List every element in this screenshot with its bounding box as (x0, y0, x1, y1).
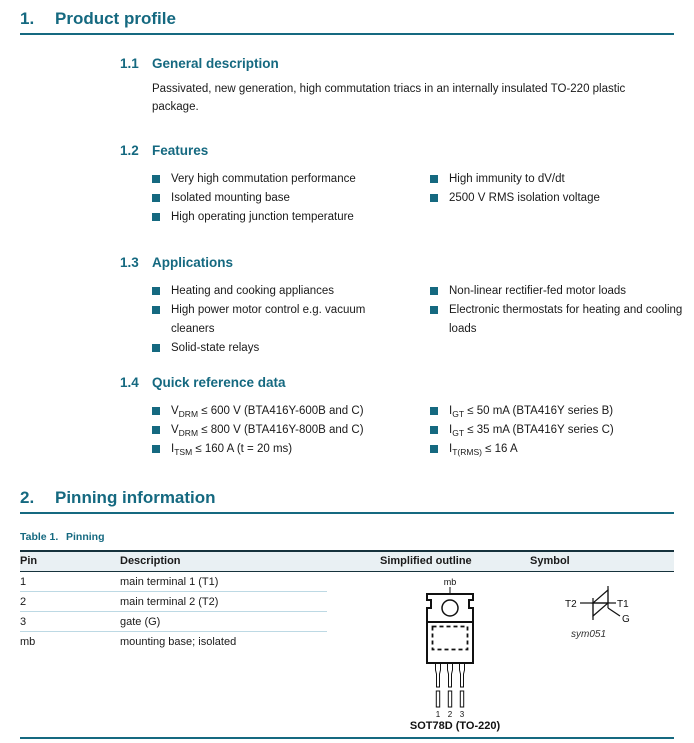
section-number: 2. (20, 488, 35, 507)
applications-lists (152, 282, 683, 358)
bullet-square-icon (430, 287, 438, 295)
section-title: Product profile (55, 9, 176, 28)
subsection-number: 1.1 (120, 56, 139, 71)
mounting-hole (442, 600, 458, 616)
column-header-description: Description (120, 555, 181, 567)
bullet-square-icon (430, 407, 438, 415)
subsection-1-1-heading (120, 55, 674, 72)
features-lists (152, 170, 674, 227)
subsection-number: 1.4 (120, 375, 139, 390)
bullet-square-icon (430, 306, 438, 314)
terminal-t1-label: T1 (617, 599, 629, 610)
table-label: Table 1. Pinning (20, 531, 105, 543)
column-header-symbol: Symbol (530, 555, 570, 567)
list-item: Solid-state relays (152, 339, 398, 358)
bullet-square-icon (152, 213, 160, 221)
list-item: $I_{GT} \le 50$ mA (BTA416Y series B) (430, 402, 692, 421)
list-item: $I_{T(RMS)} \le 16$ A (430, 440, 692, 459)
list-item: $V_{DRM} \le 600$ V (BTA416Y-600B and C) (152, 402, 398, 421)
list-item: Very high commutation performance (152, 170, 398, 189)
pin-number-2: 2 (447, 710, 453, 719)
section-number: 1. (20, 9, 35, 28)
list-item: Isolated mounting base (152, 189, 398, 208)
triac-symbol-figure (565, 582, 655, 640)
column-header-pin: Pin (20, 555, 38, 567)
section-2-heading (20, 487, 674, 514)
pin-number-1: 1 (435, 710, 441, 719)
subsection-title: Quick reference data (152, 375, 286, 390)
pin-number-3: 3 (459, 710, 465, 719)
list-item: High immunity to dV/dt (430, 170, 692, 189)
bullet-square-icon (430, 194, 438, 202)
table-body (20, 572, 674, 735)
table-row: 2 main terminal 2 (T2) (20, 592, 327, 612)
bullet-square-icon (152, 426, 160, 434)
subsection-title: Features (152, 143, 209, 158)
quick-reference-lists (152, 402, 674, 459)
bullet-square-icon (152, 306, 160, 314)
list-item: Electronic thermostats for heating and cooling loads (430, 301, 692, 339)
bullet-square-icon (152, 287, 160, 295)
list-item: Heating and cooking appliances (152, 282, 398, 301)
mb-label: mb (443, 577, 457, 587)
page-bottom-rule (20, 737, 674, 739)
bullet-square-icon (152, 175, 160, 183)
subsection-1-4-heading (120, 374, 674, 391)
bullet-square-icon (152, 194, 160, 202)
subsection-title: Applications (152, 255, 234, 270)
list-item: High operating junction temperature (152, 208, 398, 227)
list-item: Non-linear rectifier-fed motor loads (430, 282, 692, 301)
bullet-square-icon (152, 407, 160, 415)
terminal-t2-label: T2 (565, 599, 577, 610)
subsection-title: General description (152, 56, 279, 71)
subsection-1-3-heading (120, 254, 674, 271)
subsection-number: 1.2 (120, 143, 139, 158)
bullet-square-icon (430, 445, 438, 453)
table-row: 3 gate (G) (20, 612, 327, 632)
list-item: High power motor control e.g. vacuum cleaners (152, 301, 398, 339)
table-row: mb mounting base; isolated (20, 636, 237, 648)
section-1-heading (20, 8, 674, 35)
to220-outline-figure (375, 575, 535, 732)
bullet-square-icon (152, 344, 160, 352)
bullet-square-icon (430, 175, 438, 183)
gate-label: G (622, 614, 630, 624)
bullet-square-icon (430, 426, 438, 434)
bullet-square-icon (152, 445, 160, 453)
triac-symbol-drawing (565, 582, 640, 624)
to220-outline-drawing (395, 575, 515, 719)
table-header-row (20, 550, 674, 572)
general-description-text: Passivated, new generation, high commutation triacs in an internally insulated TO-220 plastic package. (152, 83, 626, 113)
section-title: Pinning information (55, 488, 216, 507)
list-item: $I_{GT} \le 35$ mA (BTA416Y series C) (430, 421, 692, 440)
subsection-1-2-heading (120, 142, 674, 159)
package-caption: SOT78D (TO-220) (409, 720, 501, 732)
symbol-reference: sym051 (571, 629, 607, 640)
list-item: $V_{DRM} \le 800$ V (BTA416Y-800B and C) (152, 421, 398, 440)
subsection-number: 1.3 (120, 255, 139, 270)
column-header-outline: Simplified outline (380, 555, 472, 567)
table-row: 1 main terminal 1 (T1) (20, 572, 327, 592)
list-item: $I_{TSM} \le 160$ A (t = 20 ms) (152, 440, 398, 459)
list-item: 2500 V RMS isolation voltage (430, 189, 692, 208)
